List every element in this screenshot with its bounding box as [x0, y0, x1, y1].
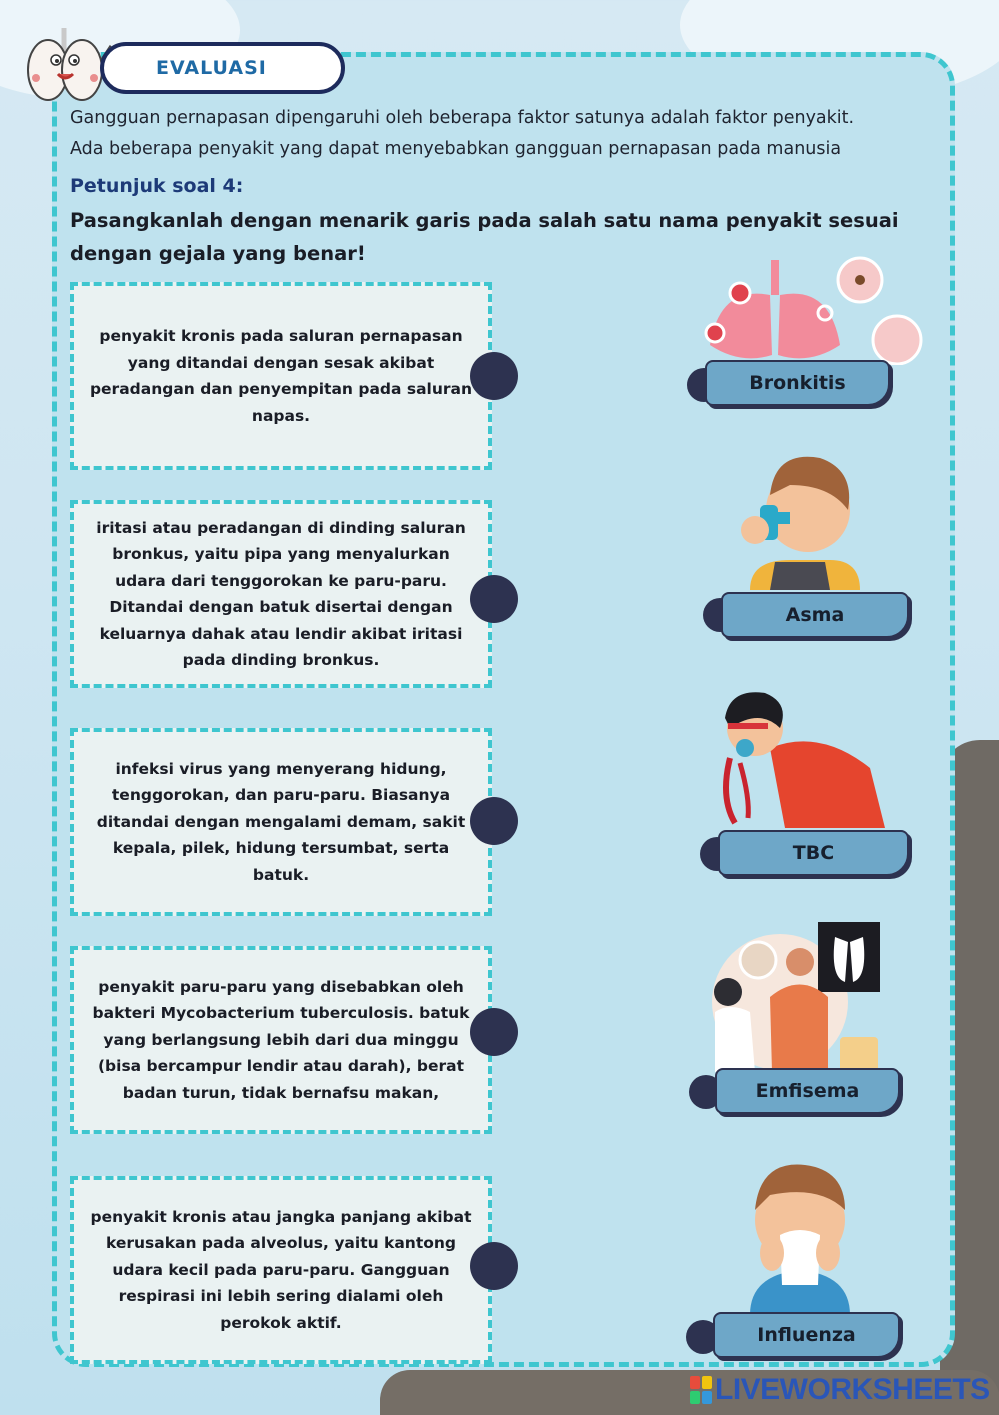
section-title: EVALUASI [156, 57, 267, 79]
answer-pill-bronkitis[interactable] [705, 360, 890, 406]
lungs-illustration-icon [700, 255, 930, 365]
description-box-1 [70, 282, 492, 470]
asthma-inhaler-illustration-icon [730, 450, 865, 590]
answer-pill-emfisema[interactable] [715, 1068, 900, 1114]
intro-text [70, 103, 960, 165]
description-text: infeksi virus yang menyerang hidung, tenggorokan, dan paru-paru. Biasanya ditandai dengan mengalami demam, sakit kepala, pilek, hidung tersumbat, serta batuk. [96, 759, 466, 884]
section-title-pill [100, 42, 345, 94]
match-dot-left-2[interactable] [470, 575, 518, 623]
description-text: iritasi atau peradangan di dinding saluran bronkus, yaitu pipa yang menyalurkan udara dari tenggorokan ke paru-paru. Ditandai dengan batuk disertai dengan keluarnya dahak atau lendir akibat iritasi pada dinding bronkus. [96, 518, 466, 669]
description-text: penyakit kronis atau jangka panjang akibat kerusakan pada alveolus, yaitu kantong udara kecil pada paru-paru. Gangguan respirasi ini lebih sering dialami oleh perokok aktif. [90, 1207, 472, 1332]
answer-label: Asma [785, 604, 845, 626]
intro-line-1: Gangguan pernapasan dipengaruhi oleh beberapa faktor satunya adalah faktor penyakit. [70, 108, 855, 128]
instruction-text: Pasangkanlah dengan menarik garis pada salah satu nama penyakit sesuai dengan gejala yang benar! [70, 209, 899, 265]
description-text: penyakit paru-paru yang disebabkan oleh bakteri Mycobacterium tuberculosis. batuk yang berlangsung lebih dari dua minggu (bisa bercampur lendir atau darah), berat badan turun, tidak bernafsu makan, [92, 977, 470, 1102]
doctor-examination-illustration-icon [710, 922, 885, 1072]
description-box-5 [70, 1176, 492, 1364]
answer-pill-asma[interactable] [721, 592, 909, 638]
liveworksheets-logo-icon [690, 1376, 712, 1404]
description-box-3 [70, 728, 492, 916]
description-box-4 [70, 946, 492, 1134]
liveworksheets-logo [690, 1373, 990, 1407]
instruction-heading: Petunjuk soal 4: [70, 175, 244, 197]
answer-label: Bronkitis [749, 372, 846, 394]
brand-name: LIVEWORKSHEETS [715, 1373, 990, 1406]
intro-line-2: Ada beberapa penyakit yang dapat menyebabkan gangguan pernapasan pada manusia [70, 139, 842, 159]
answer-pill-tbc[interactable] [718, 830, 909, 876]
description-box-2 [70, 500, 492, 688]
match-dot-left-3[interactable] [470, 797, 518, 845]
tb-coughing-illustration-icon [710, 688, 890, 828]
answer-label: Influenza [757, 1324, 856, 1346]
answer-label: TBC [792, 842, 835, 864]
answer-pill-influenza[interactable] [713, 1312, 900, 1358]
match-dot-left-1[interactable] [470, 352, 518, 400]
description-text: penyakit kronis pada saluran pernapasan yang ditandai dengan sesak akibat peradangan dan penyempitan pada saluran napas. [89, 327, 473, 425]
match-dot-left-5[interactable] [470, 1242, 518, 1290]
match-dot-left-4[interactable] [470, 1008, 518, 1056]
answer-label: Emfisema [755, 1080, 860, 1102]
influenza-sneezing-illustration-icon [740, 1155, 860, 1315]
